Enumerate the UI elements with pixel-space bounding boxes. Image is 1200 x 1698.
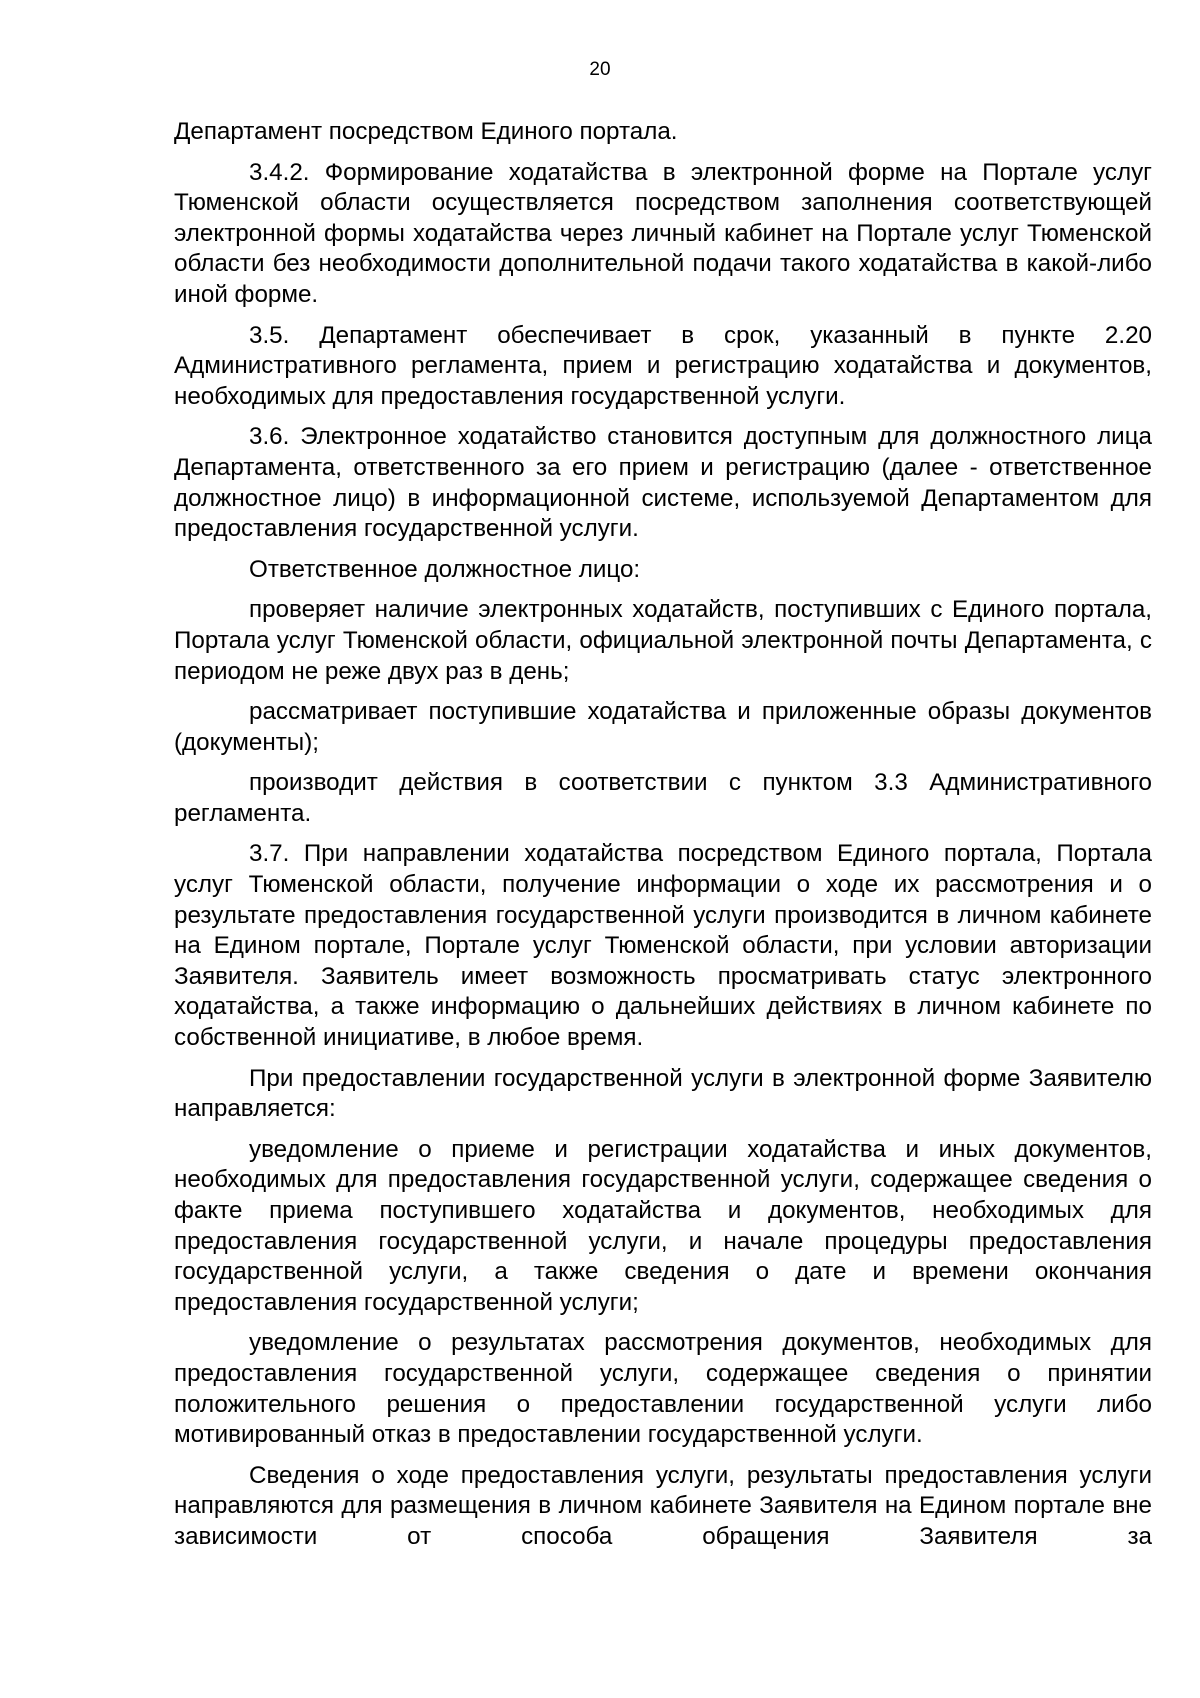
list-item-performs: производит действия в соответствии с пунктом 3.3 Административного регламента. xyxy=(174,769,1152,827)
paragraph-electronic-form: При предоставлении государственной услуги в электронной форме Заявителю направляется: xyxy=(174,1064,1152,1123)
list-item-notice-results: уведомление о результатах рассмотрения документов, необходимых для предоставления государственной услуги, содержащее сведения о принятии положительного решения о предоставлении государственной услуги либо мотивированный отказ в предоставлении государственной услуги. xyxy=(174,1329,1152,1449)
page-number: 20 xyxy=(589,59,611,80)
paragraph-3-4-2: 3.4.2. Формирование ходатайства в электронной форме на Портале услуг Тюменской области осуществляется посредством заполнения соответствующей электронной формы ходатайства через личный кабинет на Портале услуг Тюменской области без необходимости дополнительной подачи такого ходатайства в какой-либо иной форме. xyxy=(174,158,1152,308)
list-item-checks: проверяет наличие электронных ходатайств, поступивших с Единого портала, Портала услуг Тюменской области, официальной электронной почты Департамента, с периодом не реже двух раз в день; xyxy=(174,596,1152,685)
paragraph-3-5: 3.5. Департамент обеспечивает в срок, указанный в пункте 2.20 Административного регламента, прием и регистрацию ходатайства и документов, необходимых для предоставления государственной услуги. xyxy=(174,321,1152,410)
paragraph-continuation: Департамент посредством Единого портала. xyxy=(174,118,678,145)
list-item-notice-receipt: уведомление о приеме и регистрации ходатайства и иных документов, необходимых для предоставления государственной услуги, содержащее сведения о факте приема поступившего ходатайства и документов, необходимых для предоставления государственной услуги, и начале процедуры предоставления государственной услуги, а также сведения о дате и времени окончания предоставления государственной услуги; xyxy=(174,1135,1152,1316)
paragraph-3-6: 3.6. Электронное ходатайство становится доступным для должностного лица Департамента, ответственного за его прием и регистрацию (далее - ответственное должностное лицо) в информационной системе, используемой Департаментом для предоставления государственной услуги. xyxy=(174,423,1152,543)
document-body xyxy=(174,117,1152,1563)
paragraph-progress-info: Сведения о ходе предоставления услуги, результаты предоставления услуги направляются для размещения в личном кабинете Заявителя на Едином портале вне зависимости от способа обращения Заявителя за xyxy=(174,1461,1152,1550)
paragraph-responsible-person: Ответственное должностное лицо: xyxy=(249,555,641,583)
list-item-reviews: рассматривает поступившие ходатайства и приложенные образы документов (документы); xyxy=(174,698,1152,756)
paragraph-3-7: 3.7. При направлении ходатайства посредством Единого портала, Портала услуг Тюменской области, получение информации о ходе их рассмотрения и о результате предоставления государственной услуги производится в личном кабинете на Едином портале, Портале услуг Тюменской области, при условии авторизации Заявителя. Заявитель имеет возможность просматривать статус электронного ходатайства, а также информацию о дальнейших действиях в личном кабинете по собственной инициативе, в любое время. xyxy=(174,840,1152,1052)
